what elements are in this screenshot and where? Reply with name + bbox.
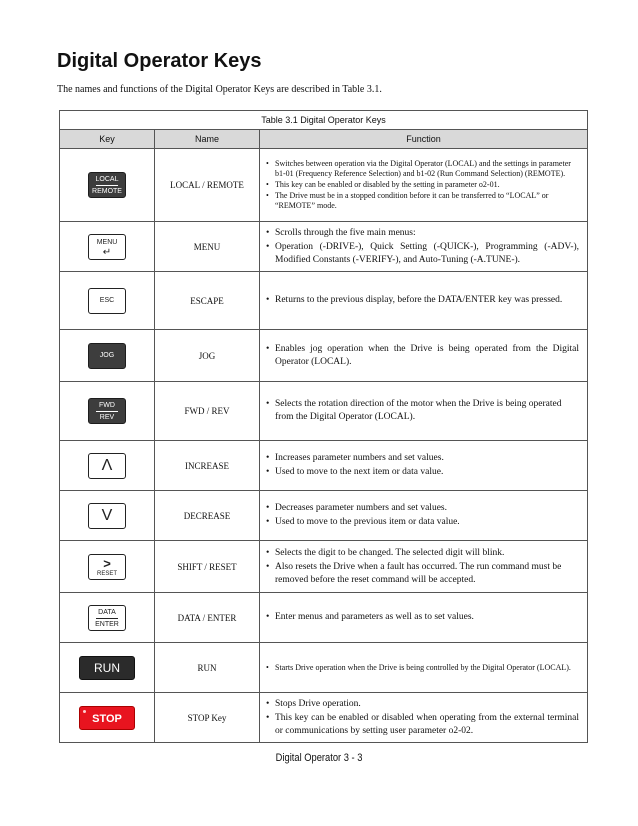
function-item: • Operation (-DRIVE-), Quick Setting (-QUICK-), Programming (-ADV-), Modified Constants (-VERIFY-), and Auto-Tuning (-A.TUNE-). bbox=[265, 241, 579, 267]
function-item: • Scrolls through the five main menus: bbox=[265, 227, 579, 240]
jog-key-icon bbox=[88, 343, 126, 369]
function-item: • Selects the digit to be changed. The selected digit will blink. bbox=[265, 547, 579, 560]
table-caption: Table 3.1 Digital Operator Keys bbox=[60, 111, 588, 130]
key-name: DECREASE bbox=[155, 491, 260, 541]
table-row bbox=[60, 693, 588, 743]
function-item: • Used to move to the next item or data value. bbox=[265, 466, 579, 479]
function-item: • Decreases parameter numbers and set values. bbox=[265, 502, 579, 515]
fwd-rev-key-icon bbox=[88, 398, 126, 424]
page-title: Digital Operator Keys bbox=[57, 50, 262, 72]
key-name: STOP Key bbox=[155, 693, 260, 743]
key-label-bottom: RESET bbox=[96, 570, 117, 577]
intro-text: The names and functions of the Digital Operator Keys are described in Table 3.1. bbox=[57, 84, 382, 95]
page-footer bbox=[0, 752, 638, 764]
header-name: Name bbox=[155, 130, 260, 149]
key-label: ESC bbox=[99, 297, 115, 304]
shift-reset-key-icon bbox=[88, 554, 126, 580]
function-item: • Enables jog operation when the Drive is being operated from the Digital Operator (LOCAL). bbox=[265, 343, 579, 369]
key-label-bottom: REV bbox=[99, 414, 115, 421]
stop-key-icon bbox=[79, 706, 135, 730]
table-row bbox=[60, 222, 588, 272]
table-row bbox=[60, 149, 588, 222]
key-name: JOG bbox=[155, 330, 260, 382]
key-name: RUN bbox=[155, 643, 260, 693]
function-item: • Increases parameter numbers and set values. bbox=[265, 452, 579, 465]
function-item: • Returns to the previous display, before the DATA/ENTER key was pressed. bbox=[265, 294, 579, 307]
function-item: • Switches between operation via the Digital Operator (LOCAL) and the settings in parameter b1-01 (Frequency Reference Selection) and b1-02 (Run Command Selection) (REMOTE). bbox=[265, 159, 579, 179]
table-row bbox=[60, 541, 588, 593]
function-item: • Stops Drive operation. bbox=[265, 698, 579, 711]
key-label: STOP bbox=[92, 712, 122, 725]
function-item: • This key can be enabled or disabled when operating from the external terminal or communications by setting user parameter o2-02. bbox=[265, 712, 579, 738]
table-row bbox=[60, 593, 588, 643]
function-item: • Also resets the Drive when a fault has occurred. The run command must be removed before the reset command will be accepted. bbox=[265, 561, 579, 587]
key-label-bottom: REMOTE bbox=[92, 188, 122, 195]
table-row bbox=[60, 491, 588, 541]
key-label-top: MENU bbox=[96, 238, 118, 246]
key-label: JOG bbox=[99, 352, 115, 359]
function-item: • The Drive must be in a stopped condition before it can be transferred to “LOCAL” or “REMOTE” mode. bbox=[265, 191, 579, 211]
esc-key-icon bbox=[88, 288, 126, 314]
function-item: • Enter menus and parameters as well as to set values. bbox=[265, 611, 579, 624]
table-row bbox=[60, 272, 588, 330]
chevron-down-icon: V bbox=[101, 506, 113, 524]
key-name: MENU bbox=[155, 222, 260, 272]
run-key-icon bbox=[79, 656, 135, 680]
key-label-bottom: ENTER bbox=[95, 620, 119, 628]
key-name: SHIFT / RESET bbox=[155, 541, 260, 593]
menu-key-icon bbox=[88, 234, 126, 260]
key-name: INCREASE bbox=[155, 441, 260, 491]
table-row bbox=[60, 382, 588, 441]
chevron-up-icon: Λ bbox=[101, 456, 113, 474]
footer-text: Digital Operator 3 - 3 bbox=[275, 752, 363, 764]
function-item: • Selects the rotation direction of the motor when the Drive is being operated from the Digital Operator (LOCAL). bbox=[265, 398, 579, 424]
down-arrow-key-icon bbox=[88, 503, 126, 529]
function-item: • Used to move to the previous item or data value. bbox=[265, 516, 579, 529]
key-name: FWD / REV bbox=[155, 382, 260, 441]
local-remote-key-icon bbox=[88, 172, 126, 198]
key-label-top: DATA bbox=[98, 608, 116, 616]
key-label-top: FWD bbox=[99, 402, 115, 409]
key-name: ESCAPE bbox=[155, 272, 260, 330]
table-row bbox=[60, 330, 588, 382]
header-key: Key bbox=[60, 130, 155, 149]
key-label: RUN bbox=[94, 660, 120, 675]
function-item: • This key can be enabled or disabled by the setting in parameter o2-01. bbox=[265, 180, 579, 190]
table-header-row bbox=[60, 130, 588, 149]
data-enter-key-icon bbox=[88, 605, 126, 631]
up-arrow-key-icon bbox=[88, 453, 126, 479]
chevron-right-icon: > bbox=[103, 555, 111, 571]
header-function: Function bbox=[260, 130, 588, 149]
key-label-top: LOCAL bbox=[95, 176, 119, 183]
table-row bbox=[60, 441, 588, 491]
key-name: LOCAL / REMOTE bbox=[155, 149, 260, 222]
table-row bbox=[60, 643, 588, 693]
key-name: DATA / ENTER bbox=[155, 593, 260, 643]
function-item: • Starts Drive operation when the Drive is being controlled by the Digital Operator (LOCAL). bbox=[265, 663, 579, 673]
digital-operator-keys-table bbox=[59, 110, 588, 743]
enter-arrow-icon: ↵ bbox=[102, 246, 112, 258]
